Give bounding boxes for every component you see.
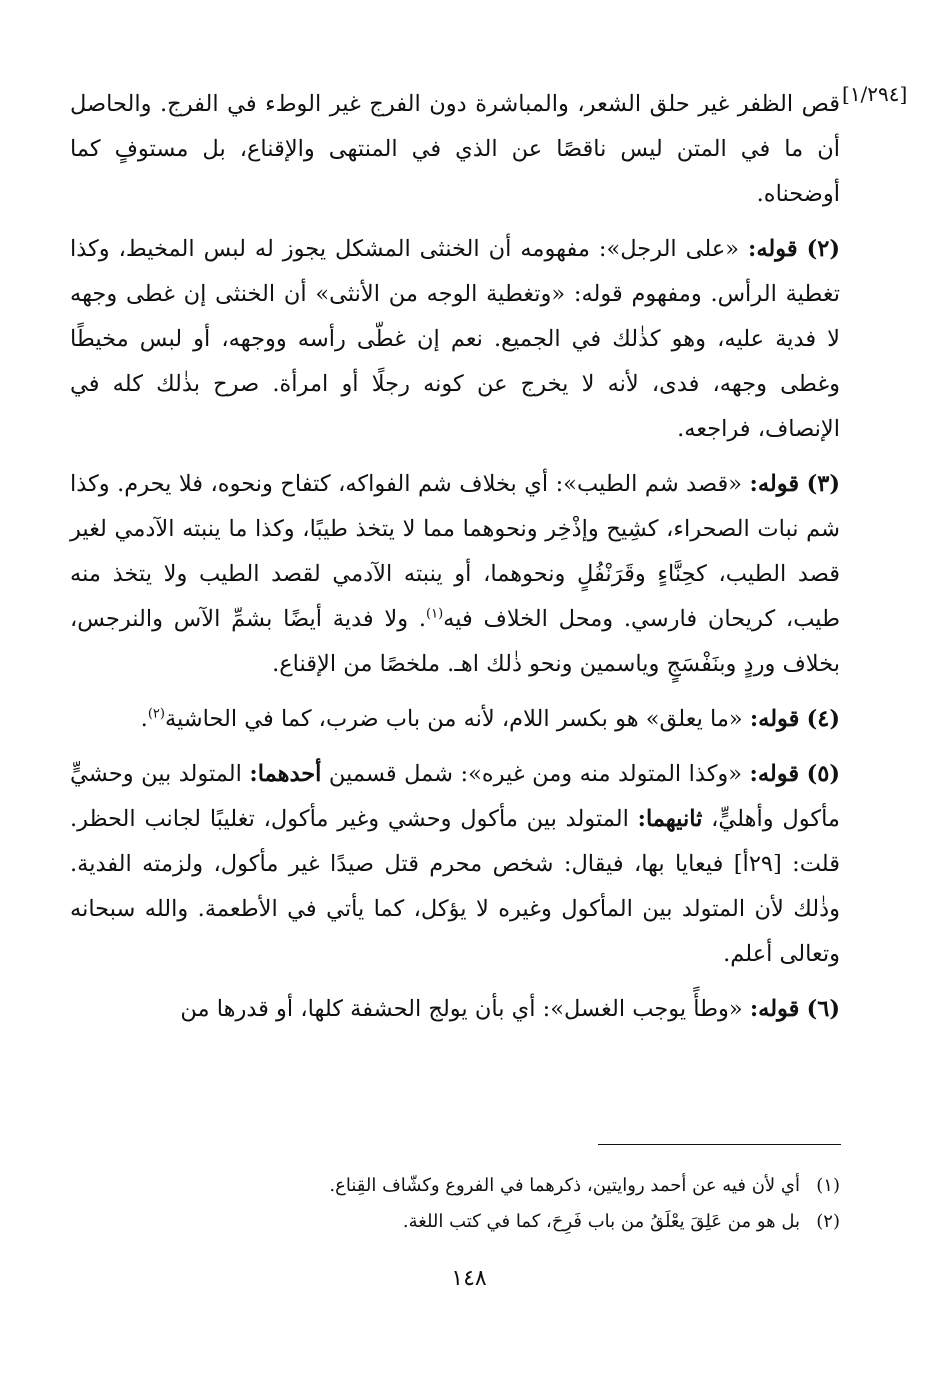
paragraph-6-lead: قوله: — [749, 996, 800, 1022]
footnote-1-number: (١) — [816, 1175, 840, 1196]
footnote-1 — [70, 1168, 840, 1204]
paragraph-5-text-a: «وكذا المتولد منه ومن غيره»: شمل قسمين — [328, 761, 743, 787]
footnote-ref-2: (٢) — [147, 706, 165, 722]
footnote-2-text: بل هو من عَلِقَ يعْلَقُ من باب فَرِحَ، كما في كتب اللغة. — [402, 1211, 800, 1232]
paragraph-2-text: «على الرجل»: مفهومه أن الخنثى المشكل يجوز له لبس المخيط، وكذا تغطية الرأس. ومفهوم قوله: «وتغطية الوجه من الأنثى» أن الخنثى إن غطى وجهه لا فدية عليه، وهو كذٰلك في الجميع. نعم إن غطّى رأسه ووجهه، أو لبس مخيطًا وغطى وجهه، فدى، لأنه لا يخرج عن كونه رجلًا أو امرأة. صرح بذٰلك كله في الإنصاف، فراجعه. — [70, 236, 840, 442]
footnotes — [70, 1168, 840, 1240]
paragraph-6-text: «وطأً يوجب الغسل»: أي بأن يولج الحشفة كلها، أو قدرها من — [180, 996, 743, 1022]
paragraph-4 — [70, 697, 840, 742]
paragraph-1-text: قص الظفر غير حلق الشعر، والمباشرة دون الفرج غير الوطء في الفرج. والحاصل أن ما في المتن ليس ناقصًا عن الذي في المنتهى والإقناع، بل مستوفٍ كما أوضحناه. — [70, 91, 840, 207]
paragraph-6 — [70, 987, 840, 1032]
paragraph-3-text-a: «قصد شم الطيب»: أي بخلاف شم الفواكه، كتفاح ونحوه، فلا يحرم. وكذا شم نبات الصحراء، كشِيح وإذْخِر ونحوهما مما لا يتخذ طيبًا، وكذا ما ينبته الآدمي لغير قصد الطيب، كحِنَّاءٍ وقَرَنْفُلٍ ونحوهما، أو ينبته الآدمي لقصد الطيب ولا يتخذ منه طيب، كريحان فارسي. ومحل الخلاف فيه — [70, 471, 840, 632]
footnote-separator — [598, 1144, 841, 1145]
paragraph-4-number: (٤) — [806, 706, 840, 732]
main-text — [70, 82, 840, 1042]
paragraph-3 — [70, 462, 840, 687]
paragraph-5-number: (٥) — [806, 761, 841, 787]
footnote-ref-1: (١) — [426, 606, 444, 622]
paragraph-2-lead: قوله: — [748, 236, 798, 262]
paragraph-5 — [70, 752, 840, 977]
paragraph-4-lead: قوله: — [749, 706, 800, 732]
paragraph-4-tail: . — [140, 706, 148, 732]
footnote-2 — [70, 1204, 840, 1240]
paragraph-5-text-b: المتولد بين وحشيٍّ مأكول وأهليٍّ، — [70, 761, 840, 832]
paragraph-3-number: (٣) — [806, 471, 841, 497]
paragraph-1 — [70, 82, 840, 217]
margin-page-marker: [١/٢٩٤] — [842, 82, 908, 106]
paragraph-2-number: (٢) — [806, 236, 840, 262]
paragraph-5-text-c: المتولد بين مأكول وحشي وغير مأكول، تغليبًا لجانب الحظر. قلت: [٢٩أ] فيعايا بها، فيقال: شخص محرم قتل صيدًا غير مأكول، ولزمته الفدية. وذٰلك لأن المتولد بين المأكول وغيره لا يؤكل، كما يأتي في الأطعمة. والله سبحانه وتعالى أعلم. — [70, 806, 840, 967]
paragraph-6-number: (٦) — [806, 996, 840, 1022]
paragraph-3-lead: قوله: — [749, 471, 800, 497]
footnote-2-number: (٢) — [816, 1211, 840, 1232]
footnote-1-text: أي لأن فيه عن أحمد روايتين، ذكرهما في الفروع وكشّاف القِناع. — [329, 1175, 800, 1196]
page-number: ١٤٨ — [451, 1266, 487, 1291]
paragraph-2 — [70, 227, 840, 452]
paragraph-3-text-b: . ولا فدية أيضًا بشمِّ الآس والنرجس، بخلاف وردٍ وبنَفْسَجٍ وياسمين ونحو ذٰلك اهـ. ملخصًا من الإقناع. — [70, 606, 840, 677]
paragraph-5-bold-b: ثانيهما: — [637, 806, 703, 832]
paragraph-4-text: «ما يعلق» هو بكسر اللام، لأنه من باب ضرب، كما في الحاشية — [164, 706, 743, 732]
paragraph-5-lead: قوله: — [749, 761, 800, 787]
paragraph-5-bold-a: أحدهما: — [249, 761, 322, 787]
